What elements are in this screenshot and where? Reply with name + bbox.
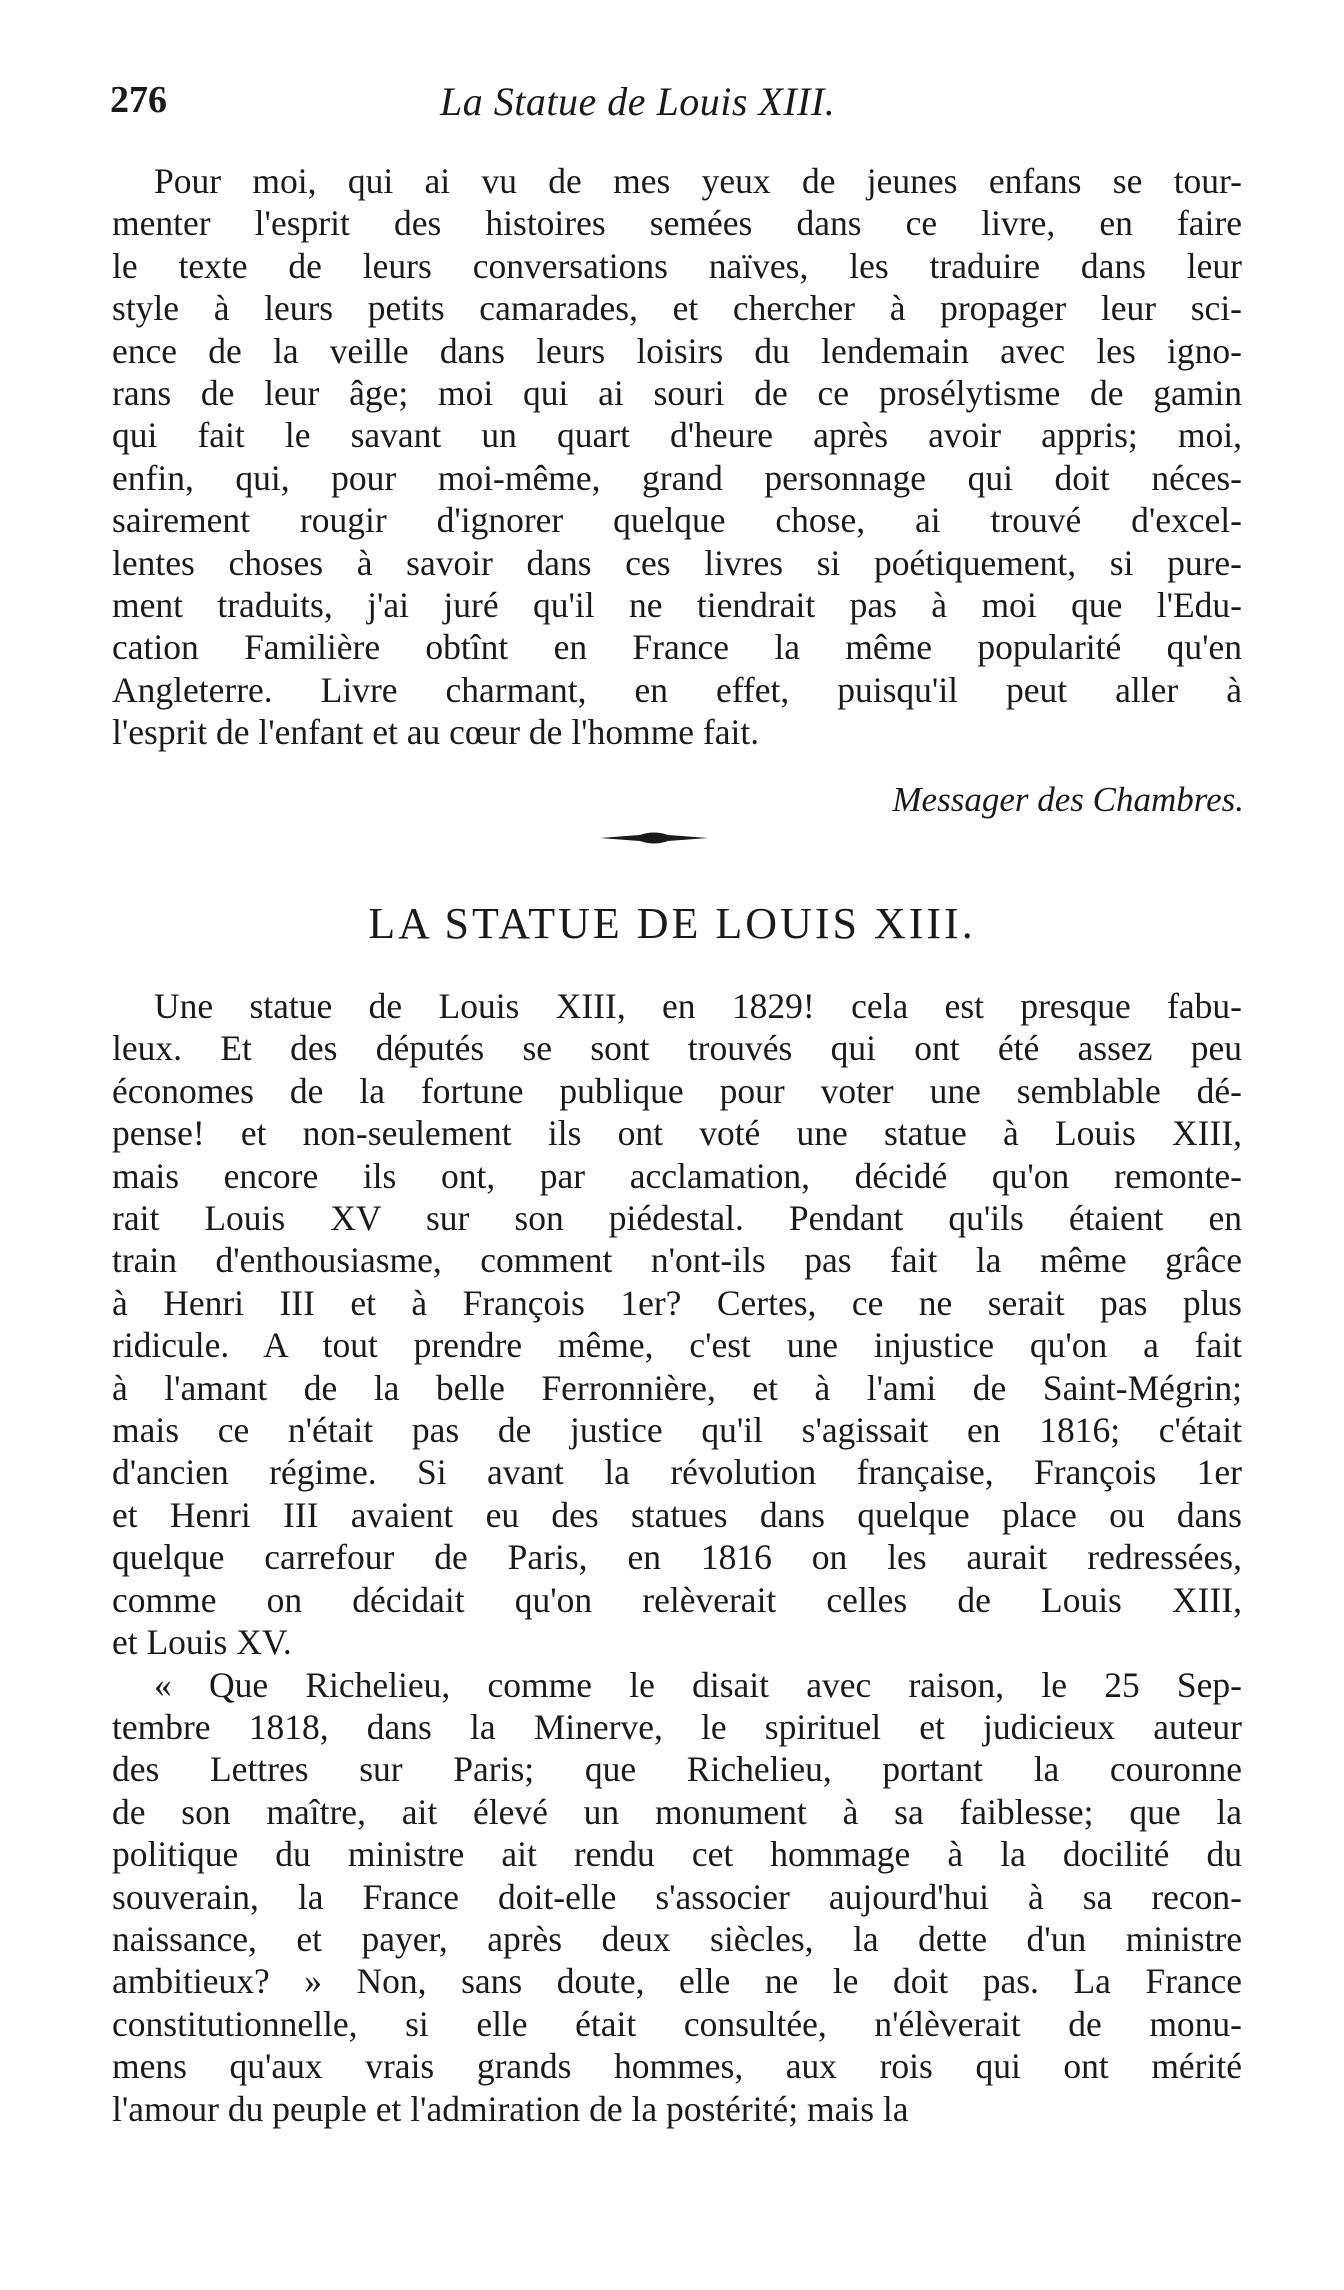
text-line: mais ce n'était pas de justice qu'il s'agissait en 1816; c'était (112, 1410, 1242, 1451)
text-line: leux. Et des députés se sont trouvés qui ont été assez peu (112, 1028, 1242, 1069)
text-line: à l'amant de la belle Ferronnière, et à l'ami de Saint-Mégrin; (112, 1367, 1242, 1408)
text-line: d'ancien régime. Si avant la révolution française, François 1er (112, 1452, 1242, 1493)
text-line: pense! et non-seulement ils ont voté une statue à Louis XIII, (112, 1113, 1242, 1154)
text-line: quelque carrefour de Paris, en 1816 on les aurait redressées, (112, 1537, 1242, 1578)
text-line: Pour moi, qui ai vu de mes yeux de jeunes enfans se tour- (154, 161, 1242, 201)
section-separator (600, 828, 708, 848)
text-line: rans de leur âge; moi qui ai souri de ce prosélytisme de gamin (112, 373, 1242, 414)
text-line: style à leurs petits camarades, et chercher à propager leur sci- (112, 288, 1242, 329)
text-line: économes de la fortune publique pour voter une semblable dé- (112, 1070, 1242, 1111)
text-line: menter l'esprit des histoires semées dans ce livre, en faire (112, 203, 1242, 244)
text-line: mens qu'aux vrais grands hommes, aux rois qui ont mérité (112, 2046, 1242, 2087)
text-line: Angleterre. Livre charmant, en effet, puisqu'il peut aller à (112, 669, 1242, 710)
section-title: LA STATUE DE LOUIS XIII. (368, 899, 976, 948)
paragraph-1 (112, 985, 1242, 1664)
text-line: Une statue de Louis XIII, en 1829! cela est presque fabu- (154, 986, 1242, 1026)
text-line: « Que Richelieu, comme le disait avec raison, le 25 Sep- (154, 1664, 1242, 1705)
text-line: l'esprit de l'enfant et au cœur de l'homme fait. (112, 712, 760, 753)
text-line: à Henri III et à François 1er? Certes, ce ne serait pas plus (112, 1282, 1242, 1323)
text-line: train d'enthousiasme, comment n'ont-ils pas fait la même grâce (112, 1240, 1242, 1281)
text-line: mais encore ils ont, par acclamation, décidé qu'on remonte- (112, 1155, 1242, 1196)
text-line: constitutionnelle, si elle était consultée, n'élèverait de monu- (112, 2003, 1242, 2044)
text-line: ment traduits, j'ai juré qu'il ne tiendrait pas à moi que l'Edu- (112, 585, 1242, 626)
text-line: cation Familière obtînt en France la même popularité qu'en (112, 627, 1242, 668)
text-line: des Lettres sur Paris; que Richelieu, portant la couronne (112, 1749, 1242, 1790)
text-line: de son maître, ait élevé un monument à sa faiblesse; que la (112, 1791, 1242, 1832)
page-number: 276 (110, 79, 167, 121)
text-line: et Henri III avaient eu des statues dans quelque place ou dans (112, 1494, 1242, 1535)
text-line: politique du ministre ait rendu cet hommage à la docilité du (112, 1834, 1242, 1875)
text-line: le texte de leurs conversations naïves, les traduire dans leur (112, 245, 1242, 286)
page-header (110, 78, 1250, 138)
running-title: La Statue de Louis XIII. (440, 79, 836, 124)
text-line: rait Louis XV sur son piédestal. Pendant qu'ils étaient en (112, 1198, 1242, 1239)
text-line: et Louis XV. (112, 1622, 292, 1663)
text-line: souverain, la France doit-elle s'associer aujourd'hui à sa recon- (112, 1876, 1242, 1917)
paragraph-2 (112, 1664, 1242, 2130)
text-line: sairement rougir d'ignorer quelque chose, ai trouvé d'excel- (112, 500, 1242, 541)
text-line: ence de la veille dans leurs loisirs du lendemain avec les igno- (112, 330, 1242, 371)
text-line: naissance, et payer, après deux siècles, la dette d'un ministre (112, 1918, 1242, 1959)
text-line: enfin, qui, pour moi-même, grand personnage qui doit néces- (112, 457, 1242, 498)
article-body (112, 985, 1242, 2130)
text-line: l'amour du peuple et l'admiration de la postérité; mais la (112, 2088, 909, 2129)
signature: Messager des Chambres. (892, 780, 1244, 819)
text-line: qui fait le savant un quart d'heure après avoir appris; moi, (112, 415, 1242, 456)
text-line: tembre 1818, dans la Minerve, le spirituel et judicieux auteur (112, 1706, 1242, 1747)
text-line: ambitieux? » Non, sans doute, elle ne le doit pas. La France (112, 1961, 1242, 2002)
intro-quote (112, 160, 1242, 754)
text-line: lentes choses à savoir dans ces livres si poétiquement, si pure- (112, 542, 1242, 583)
text-line: ridicule. A tout prendre même, c'est une injustice qu'on a fait (112, 1325, 1242, 1366)
text-line: comme on décidait qu'on relèverait celles de Louis XIII, (112, 1579, 1242, 1620)
